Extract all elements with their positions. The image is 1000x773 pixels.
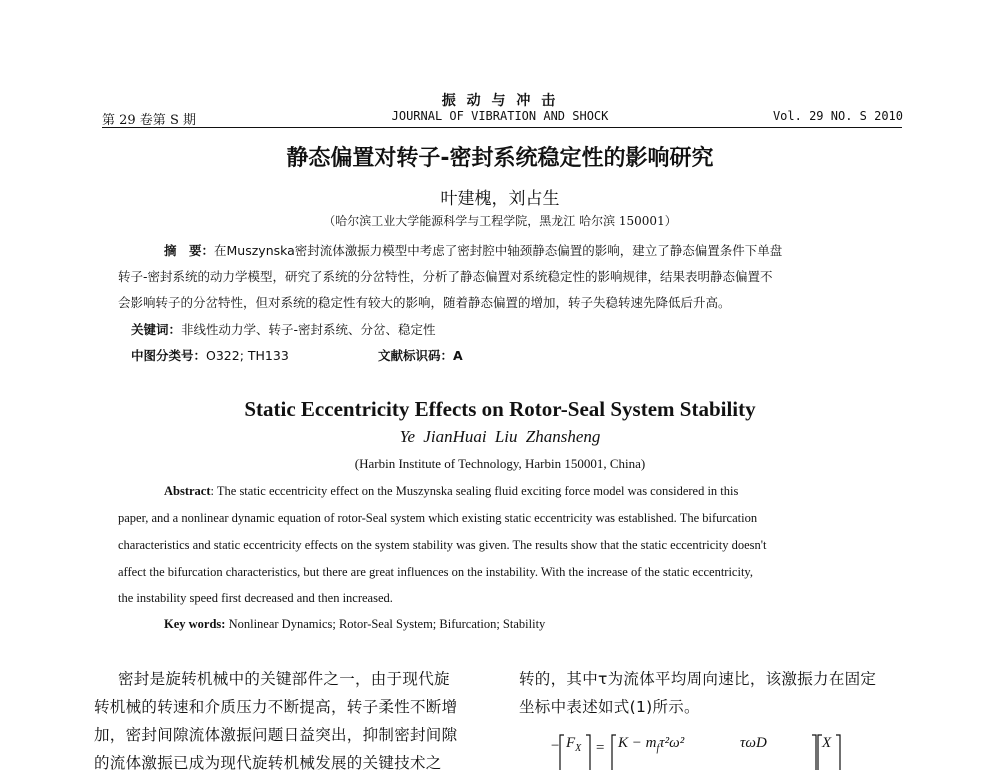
volume-issue-en: Vol. 29 NO. S 2010: [772, 109, 903, 123]
document-code: [378, 346, 463, 364]
journal-name-cn: 振 动 与 冲 击: [441, 93, 559, 109]
abstract-cn-line: 会影响转子的分岔特性，但对系统的稳定性有较大的影响，随着静态偏置的增加，转子失稳转速先降低后升高。: [118, 295, 731, 310]
journal-name-en: JOURNAL OF VIBRATION AND SHOCK: [391, 109, 609, 123]
equation-equals: =: [595, 740, 606, 756]
clc-number: [131, 346, 289, 364]
equation-1: [550, 730, 850, 770]
volume-issue-cn: 第 29 卷第 S 期: [102, 113, 196, 128]
equation-minus: −: [550, 738, 561, 754]
doc-code-value: A: [453, 348, 463, 363]
authors-en: Ye JianHuai Liu Zhansheng: [399, 427, 601, 446]
paper-title-cn: 静态偏置对转子-密封系统稳定性的影响研究: [286, 146, 714, 171]
body-right-line: 坐标中表述如式(1)所示。: [519, 698, 700, 716]
abstract-en-label: Abstract: [164, 484, 211, 498]
keywords-en-text: Nonlinear Dynamics; Rotor-Seal System; Bifurcation; Stability: [225, 617, 546, 631]
body-left-line: 转机械的转速和介质压力不断提高，转子柔性不断增: [94, 698, 458, 716]
matrix-bracket-close: [812, 735, 816, 770]
authors-cn: 叶建槐，刘占生: [440, 189, 560, 209]
keywords-cn-label: 关键词：: [131, 322, 182, 337]
keywords-en-label: Key words:: [164, 617, 226, 631]
abstract-cn-text: 在Muszynska密封流体激振力模型中考虑了密封腔中轴颈静态偏置的影响，建立了静态偏置条件下单盘: [214, 243, 783, 258]
equation-lhs: $F_X$: [566, 735, 582, 754]
clc-value: O322; TH133: [206, 348, 289, 363]
header-rule: [102, 127, 902, 128]
clc-label: 中图分类号：: [131, 348, 207, 363]
abstract-en-line: characteristics and static eccentricity effects on the system stability was given. The results show that the static eccentricity doesn't: [118, 538, 767, 552]
body-left-line: 的流体激振已成为现代旋转机械发展的关键技术之: [94, 754, 442, 772]
abstract-en-line: [164, 484, 738, 499]
bracket-left-close: [586, 735, 590, 770]
abstract-cn-line: [164, 241, 782, 259]
body-left-line: 加，密封间隙流体激振问题日益突出，抑制密封间隙: [94, 726, 458, 744]
doc-code-label: 文献标识码：: [378, 348, 454, 363]
equation-rhs: X: [822, 735, 832, 751]
abstract-cn-label: 摘 要：: [164, 243, 215, 258]
keywords-cn: [131, 320, 436, 338]
abstract-en-line: the instability speed first decreased and then increased.: [118, 591, 393, 605]
abstract-cn-line: 转子-密封系统的动力学模型，研究了系统的分岔特性，分析了静态偏置对系统稳定性的影响规律，结果表明静态偏置不: [118, 269, 773, 284]
equation-term2: τωD: [740, 735, 767, 751]
affiliation-cn: （哈尔滨工业大学能源科学与工程学院，黑龙江 哈尔滨 150001）: [323, 214, 677, 228]
equation-term1: $K - m_f\tau^2\omega^2$: [618, 735, 685, 754]
abstract-en-line: affect the bifurcation characteristics, but there are great influences on the instability. With the increase of the static eccentricity,: [118, 565, 753, 579]
matrix-bracket-open: [612, 735, 616, 770]
affiliation-en: (Harbin Institute of Technology, Harbin 150001, China): [354, 456, 646, 471]
abstract-en-line: paper, and a nonlinear dynamic equation of rotor-Seal system which existing static eccentricity was established. The bifurcation: [118, 511, 758, 525]
body-left-line: 密封是旋转机械中的关键部件之一，由于现代旋: [118, 670, 450, 688]
bracket-left-open: [560, 735, 564, 770]
vector-bracket-close: [836, 735, 840, 770]
abstract-en-text: : The static eccentricity effect on the Muszynska sealing fluid exciting force model was considered in this: [210, 484, 739, 498]
keywords-en: [164, 617, 545, 632]
body-right-line: 转的，其中τ为流体平均周向速比，该激振力在固定: [519, 670, 877, 688]
paper-title-en: Static Eccentricity Effects on Rotor-Seal System Stability: [244, 397, 756, 421]
keywords-cn-text: 非线性动力学、转子-密封系统、分岔、稳定性: [181, 322, 436, 337]
